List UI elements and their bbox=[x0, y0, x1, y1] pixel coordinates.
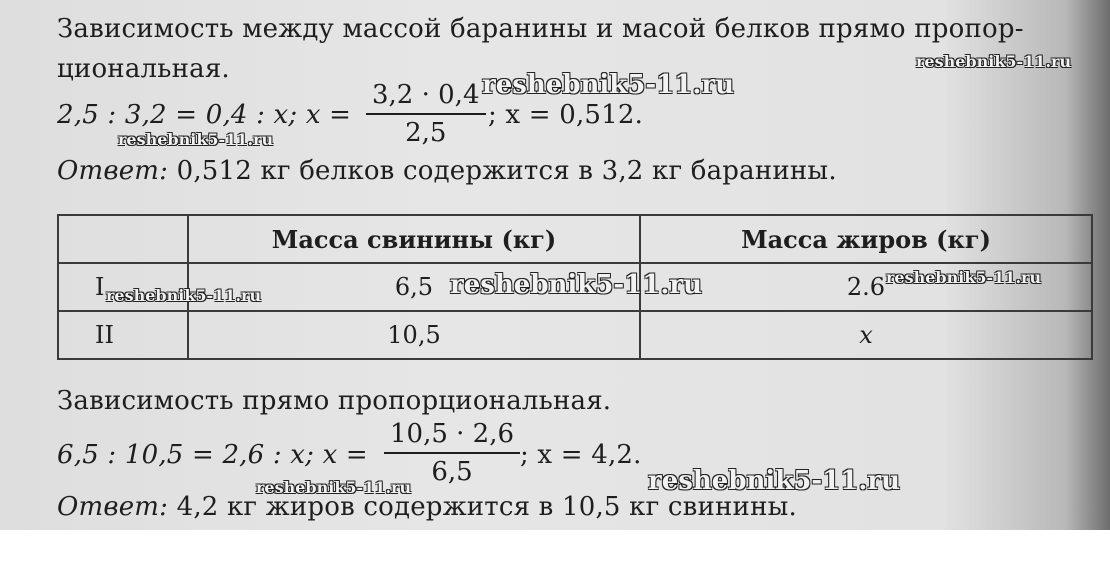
equation-1-right: ; x = 0,512. bbox=[488, 100, 644, 130]
table-header-row bbox=[58, 215, 1092, 263]
watermark: reshebnik5-11.ru bbox=[118, 130, 274, 149]
table-header-cell bbox=[58, 215, 188, 263]
answer-2-label: Ответ: bbox=[57, 492, 169, 522]
bottom-margin bbox=[0, 530, 1110, 566]
watermark: reshebnik5-11.ru bbox=[106, 286, 262, 305]
table-cell: 10,5 bbox=[188, 311, 640, 359]
equation-2-fraction bbox=[384, 419, 520, 487]
table-header-cell: Масса свинины (кг) bbox=[188, 215, 640, 263]
answer-1 bbox=[57, 156, 837, 186]
watermark: reshebnik5-11.ru bbox=[256, 478, 412, 497]
table-header-cell: Масса жиров (кг) bbox=[640, 215, 1092, 263]
table-cell: 2.6 bbox=[640, 263, 1092, 311]
paragraph-line-2: циональная. bbox=[57, 54, 230, 84]
answer-1-label: Ответ: bbox=[57, 156, 169, 186]
equation-2-right: ; x = 4,2. bbox=[520, 440, 642, 470]
fraction-bar bbox=[384, 452, 520, 454]
equation-1-left: 2,5 : 3,2 = 0,4 : x; x = bbox=[57, 100, 352, 130]
watermark: reshebnik5-11.ru bbox=[648, 466, 901, 496]
paragraph-dependency-2: Зависимость прямо пропорциональная. bbox=[57, 386, 612, 416]
equation-2-denominator: 6,5 bbox=[431, 457, 473, 487]
answer-2-text: 4,2 кг жиров содержится в 10,5 кг свинины. bbox=[168, 492, 797, 522]
table-row bbox=[58, 311, 1092, 359]
equation-1-numerator: 3,2 · 0,4 bbox=[372, 80, 480, 110]
table-cell-row-label: I bbox=[58, 263, 188, 311]
equation-1-fraction bbox=[366, 80, 486, 148]
watermark: reshebnik5-11.ru bbox=[450, 270, 703, 300]
answer-2 bbox=[57, 492, 797, 522]
paragraph-line-1: Зависимость между массой баранины и масой белков прямо пропор- bbox=[57, 14, 1024, 44]
equation-2-numerator: 10,5 · 2,6 bbox=[390, 419, 515, 449]
watermark: reshebnik5-11.ru bbox=[886, 268, 1042, 287]
answer-1-text: 0,512 кг белков содержится в 3,2 кг баранины. bbox=[168, 156, 837, 186]
equation-1-denominator: 2,5 bbox=[405, 118, 447, 148]
table-cell: x bbox=[640, 311, 1092, 359]
watermark: reshebnik5-11.ru bbox=[916, 52, 1072, 71]
table-cell: 6,5 bbox=[188, 263, 640, 311]
fraction-bar bbox=[366, 113, 486, 115]
watermark: reshebnik5-11.ru bbox=[482, 70, 735, 100]
equation-2-left: 6,5 : 10,5 = 2,6 : x; x = bbox=[57, 440, 368, 470]
table-cell-row-label: II bbox=[58, 311, 188, 359]
